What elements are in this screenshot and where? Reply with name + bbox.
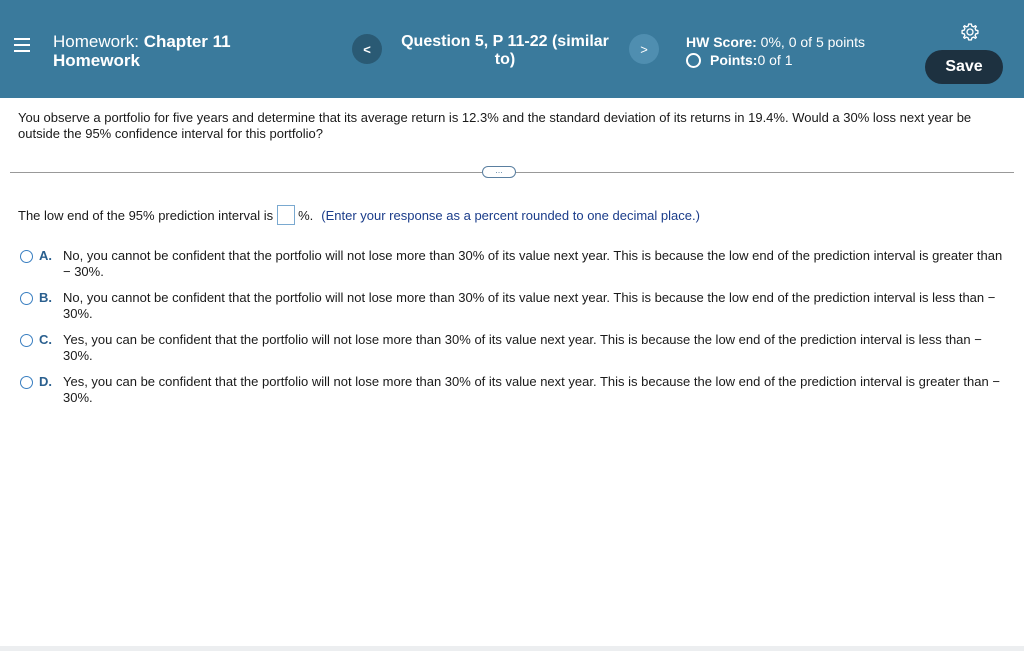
option-letter: B. bbox=[39, 290, 52, 305]
title-chapter: Chapter 11 bbox=[143, 32, 231, 51]
option-text: No, you cannot be confident that the portfolio will not lose more than 30% of its value next year. This is because the low end of the prediction interval is less than − 30%. bbox=[63, 290, 996, 321]
homework-title bbox=[53, 32, 231, 70]
answer-input[interactable] bbox=[277, 205, 295, 225]
answer-options bbox=[18, 248, 1008, 416]
top-bar bbox=[0, 0, 1024, 98]
radio-button[interactable] bbox=[20, 250, 33, 263]
title-prefix: Homework: bbox=[53, 32, 144, 51]
gear-icon[interactable] bbox=[960, 22, 980, 42]
previous-question-button[interactable] bbox=[352, 34, 382, 64]
chevron-right-icon: > bbox=[640, 41, 648, 57]
points-label: Points: bbox=[710, 52, 758, 68]
expand-more-button[interactable]: … bbox=[482, 166, 516, 178]
question-title: Question 5, P 11-22 (similar to) bbox=[401, 33, 609, 68]
option-letter: C. bbox=[39, 332, 52, 347]
option-b[interactable] bbox=[18, 290, 1008, 322]
score-value: 0%, 0 of 5 points bbox=[756, 34, 865, 50]
radio-button[interactable] bbox=[20, 376, 33, 389]
answer-hint: (Enter your response as a percent rounded to one decimal place.) bbox=[321, 207, 700, 223]
option-d[interactable] bbox=[18, 374, 1008, 406]
radio-button[interactable] bbox=[20, 334, 33, 347]
answer-line bbox=[18, 205, 700, 225]
radio-button[interactable] bbox=[20, 292, 33, 305]
score-label: HW Score: bbox=[686, 34, 757, 50]
menu-icon[interactable] bbox=[14, 38, 32, 58]
option-c[interactable] bbox=[18, 332, 1008, 364]
option-letter: A. bbox=[39, 248, 52, 263]
option-text: Yes, you can be confident that the portfolio will not lose more than 30% of its value next year. This is because the low end of the prediction interval is less than − 30%. bbox=[63, 332, 982, 363]
option-letter: D. bbox=[39, 374, 52, 389]
title-line2: Homework bbox=[53, 51, 140, 70]
chevron-left-icon: < bbox=[363, 41, 371, 57]
save-button[interactable]: Save bbox=[925, 50, 1003, 84]
question-text: You observe a portfolio for five years and determine that its average return is 12.3% and the standard deviation of its returns in 19.4%. Would a 30% loss next year be outside the 95% confidence interval for this portfolio? bbox=[18, 110, 972, 141]
next-question-button[interactable] bbox=[629, 34, 659, 64]
footer-strip bbox=[0, 646, 1024, 651]
option-text: Yes, you can be confident that the portfolio will not lose more than 30% of its value next year. This is because the low end of the prediction interval is greater than − 30%. bbox=[63, 374, 1000, 405]
score-panel bbox=[686, 33, 865, 69]
answer-suffix: %. bbox=[298, 207, 314, 223]
points-status-icon bbox=[686, 53, 701, 68]
answer-prefix: The low end of the 95% prediction interval is bbox=[18, 207, 274, 223]
points-value: 0 of 1 bbox=[757, 52, 793, 68]
option-a[interactable] bbox=[18, 248, 1008, 280]
option-text: No, you cannot be confident that the portfolio will not lose more than 30% of its value next year. This is because the low end of the prediction interval is greater than − 30%. bbox=[63, 248, 1003, 279]
